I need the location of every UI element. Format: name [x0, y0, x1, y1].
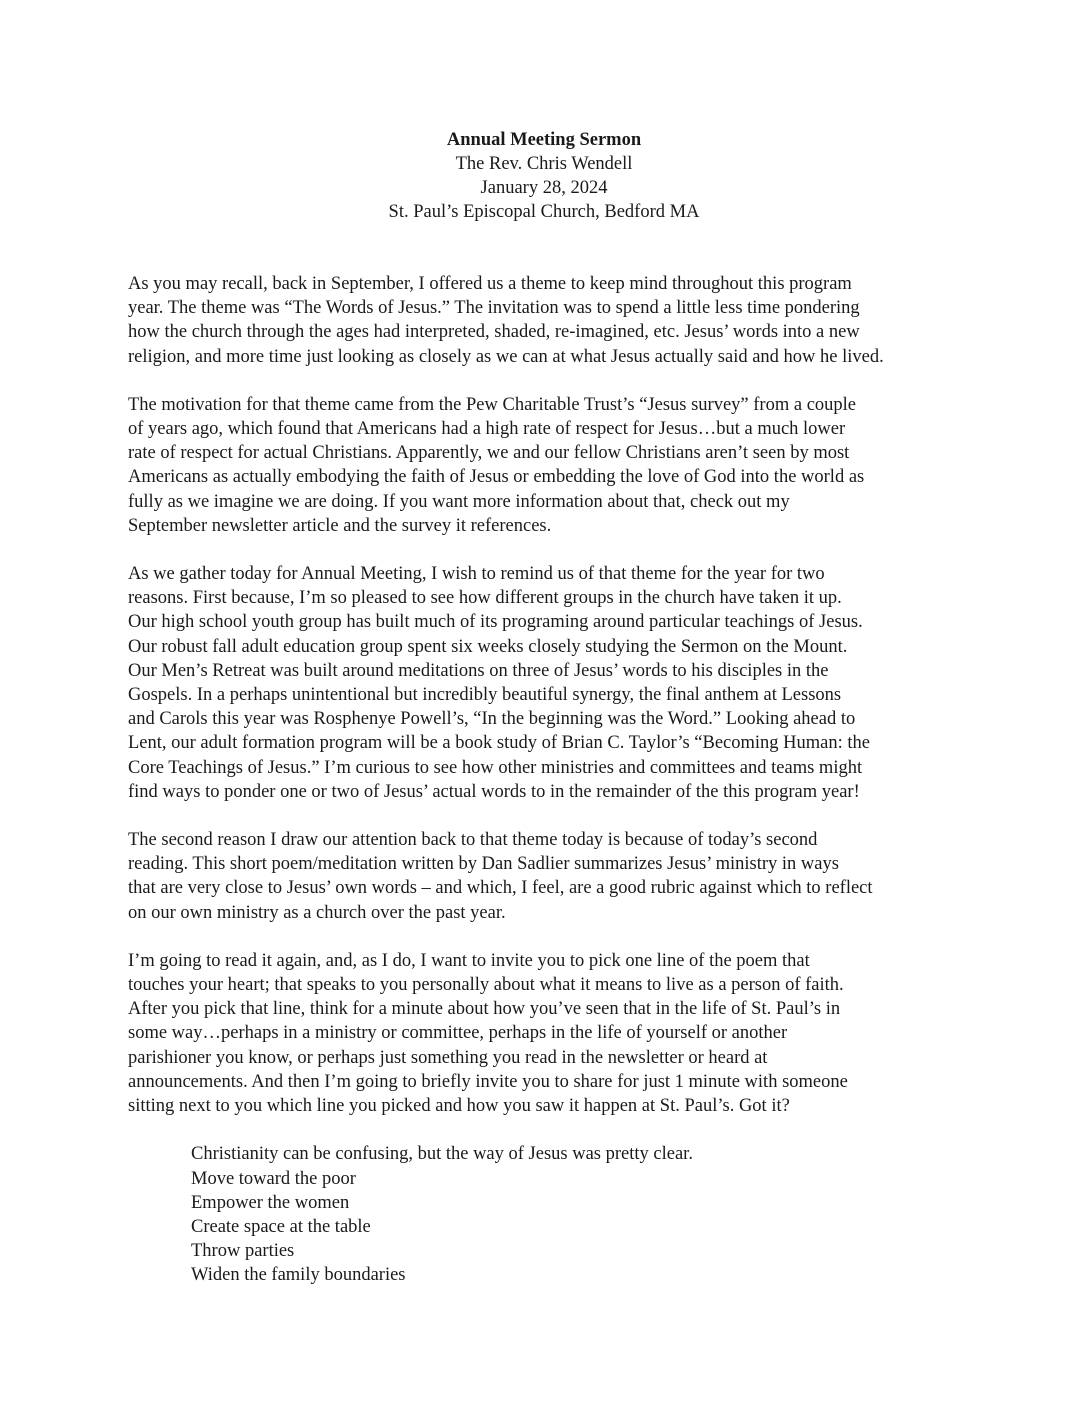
paragraph-2: [128, 393, 964, 538]
paragraph-line: that are very close to Jesus’ own words – and which, I feel, are a good rubric against which to reflect: [128, 878, 873, 899]
paragraph-line: September newsletter article and the survey it references.: [128, 515, 552, 536]
paragraph-line: reading. This short poem/meditation written by Dan Sadlier summarizes Jesus’ ministry in ways: [128, 854, 839, 875]
paragraph-3: [128, 562, 964, 804]
sermon-header: [0, 128, 1088, 224]
paragraph-line: Our high school youth group has built much of its programing around particular teachings of Jesus.: [128, 612, 863, 633]
sermon-location: St. Paul’s Episcopal Church, Bedford MA: [388, 202, 700, 222]
poem-line: Create space at the table: [191, 1216, 371, 1237]
paragraph-line: parishioner you know, or perhaps just something you read in the newsletter or heard at: [128, 1047, 768, 1068]
paragraph-1: [128, 272, 964, 369]
paragraph-line: rate of respect for actual Christians. Apparently, we and our fellow Christians aren’t seen by most: [128, 443, 850, 464]
paragraph-line: how the church through the ages had interpreted, shaded, re-imagined, etc. Jesus’ words into a new: [128, 322, 860, 343]
paragraph-line: fully as we imagine we are doing. If you want more information about that, check out my: [128, 491, 790, 512]
paragraph-line: announcements. And then I’m going to briefly invite you to share for just 1 minute with someone: [128, 1071, 848, 1092]
paragraph-line: Americans as actually embodying the faith of Jesus or embedding the love of God into the world as: [128, 467, 865, 488]
poem-block: [191, 1142, 964, 1287]
paragraph-5: [128, 949, 964, 1118]
paragraph-line: The second reason I draw our attention back to that theme today is because of today’s second: [128, 830, 818, 851]
paragraph-line: year. The theme was “The Words of Jesus.” The invitation was to spend a little less time pondering: [128, 298, 860, 319]
paragraph-line: of years ago, which found that Americans had a high rate of respect for Jesus…but a much lower: [128, 419, 846, 440]
paragraph-line: find ways to ponder one or two of Jesus’ actual words to in the remainder of the this program year!: [128, 781, 860, 802]
paragraph-line: sitting next to you which line you picked and how you saw it happen at St. Paul’s. Got it?: [128, 1096, 790, 1117]
paragraph-line: The motivation for that theme came from the Pew Charitable Trust’s “Jesus survey” from a couple: [128, 394, 857, 415]
paragraph-line: Gospels. In a perhaps unintentional but incredibly beautiful synergy, the final anthem at Lessons: [128, 685, 842, 706]
paragraph-line: on our own ministry as a church over the past year.: [128, 902, 506, 923]
paragraph-line: reasons. First because, I’m so pleased to see how different groups in the church have taken it up.: [128, 588, 842, 609]
paragraph-line: I’m going to read it again, and, as I do, I want to invite you to pick one line of the poem that: [128, 950, 810, 971]
sermon-title: Annual Meeting Sermon: [446, 130, 642, 150]
paragraph-line: touches your heart; that speaks to you personally about what it means to live as a person of faith.: [128, 975, 844, 996]
poem-line: Widen the family boundaries: [191, 1265, 406, 1286]
poem-line: Move toward the poor: [191, 1168, 356, 1189]
sermon-body: [128, 272, 964, 1288]
poem-line: Christianity can be confusing, but the way of Jesus was pretty clear.: [191, 1144, 693, 1165]
paragraph-line: Lent, our adult formation program will be a book study of Brian C. Taylor’s “Becoming Human: the: [128, 733, 870, 754]
poem-line: Throw parties: [191, 1241, 295, 1262]
sermon-author: The Rev. Chris Wendell: [455, 154, 633, 174]
poem-line: Empower the women: [191, 1192, 350, 1213]
paragraph-line: As we gather today for Annual Meeting, I wish to remind us of that theme for the year for two: [128, 564, 825, 585]
paragraph-line: After you pick that line, think for a minute about how you’ve seen that in the life of St. Paul’s in: [128, 999, 841, 1020]
paragraph-4: [128, 828, 964, 925]
sermon-date: January 28, 2024: [480, 178, 608, 198]
paragraph-line: and Carols this year was Rosphenye Powell’s, “In the beginning was the Word.” Looking ahead to: [128, 709, 856, 730]
paragraph-line: religion, and more time just looking as closely as we can at what Jesus actually said and how he lived.: [128, 346, 884, 367]
paragraph-line: Our robust fall adult education group spent six weeks closely studying the Sermon on the Mount.: [128, 636, 848, 657]
paragraph-line: Our Men’s Retreat was built around meditations on three of Jesus’ words to his disciples in the: [128, 660, 829, 681]
paragraph-line: As you may recall, back in September, I offered us a theme to keep mind throughout this program: [128, 274, 852, 294]
paragraph-line: some way…perhaps in a ministry or committee, perhaps in the life of yourself or another: [128, 1023, 788, 1044]
paragraph-line: Core Teachings of Jesus.” I’m curious to see how other ministries and committees and teams might: [128, 757, 863, 778]
